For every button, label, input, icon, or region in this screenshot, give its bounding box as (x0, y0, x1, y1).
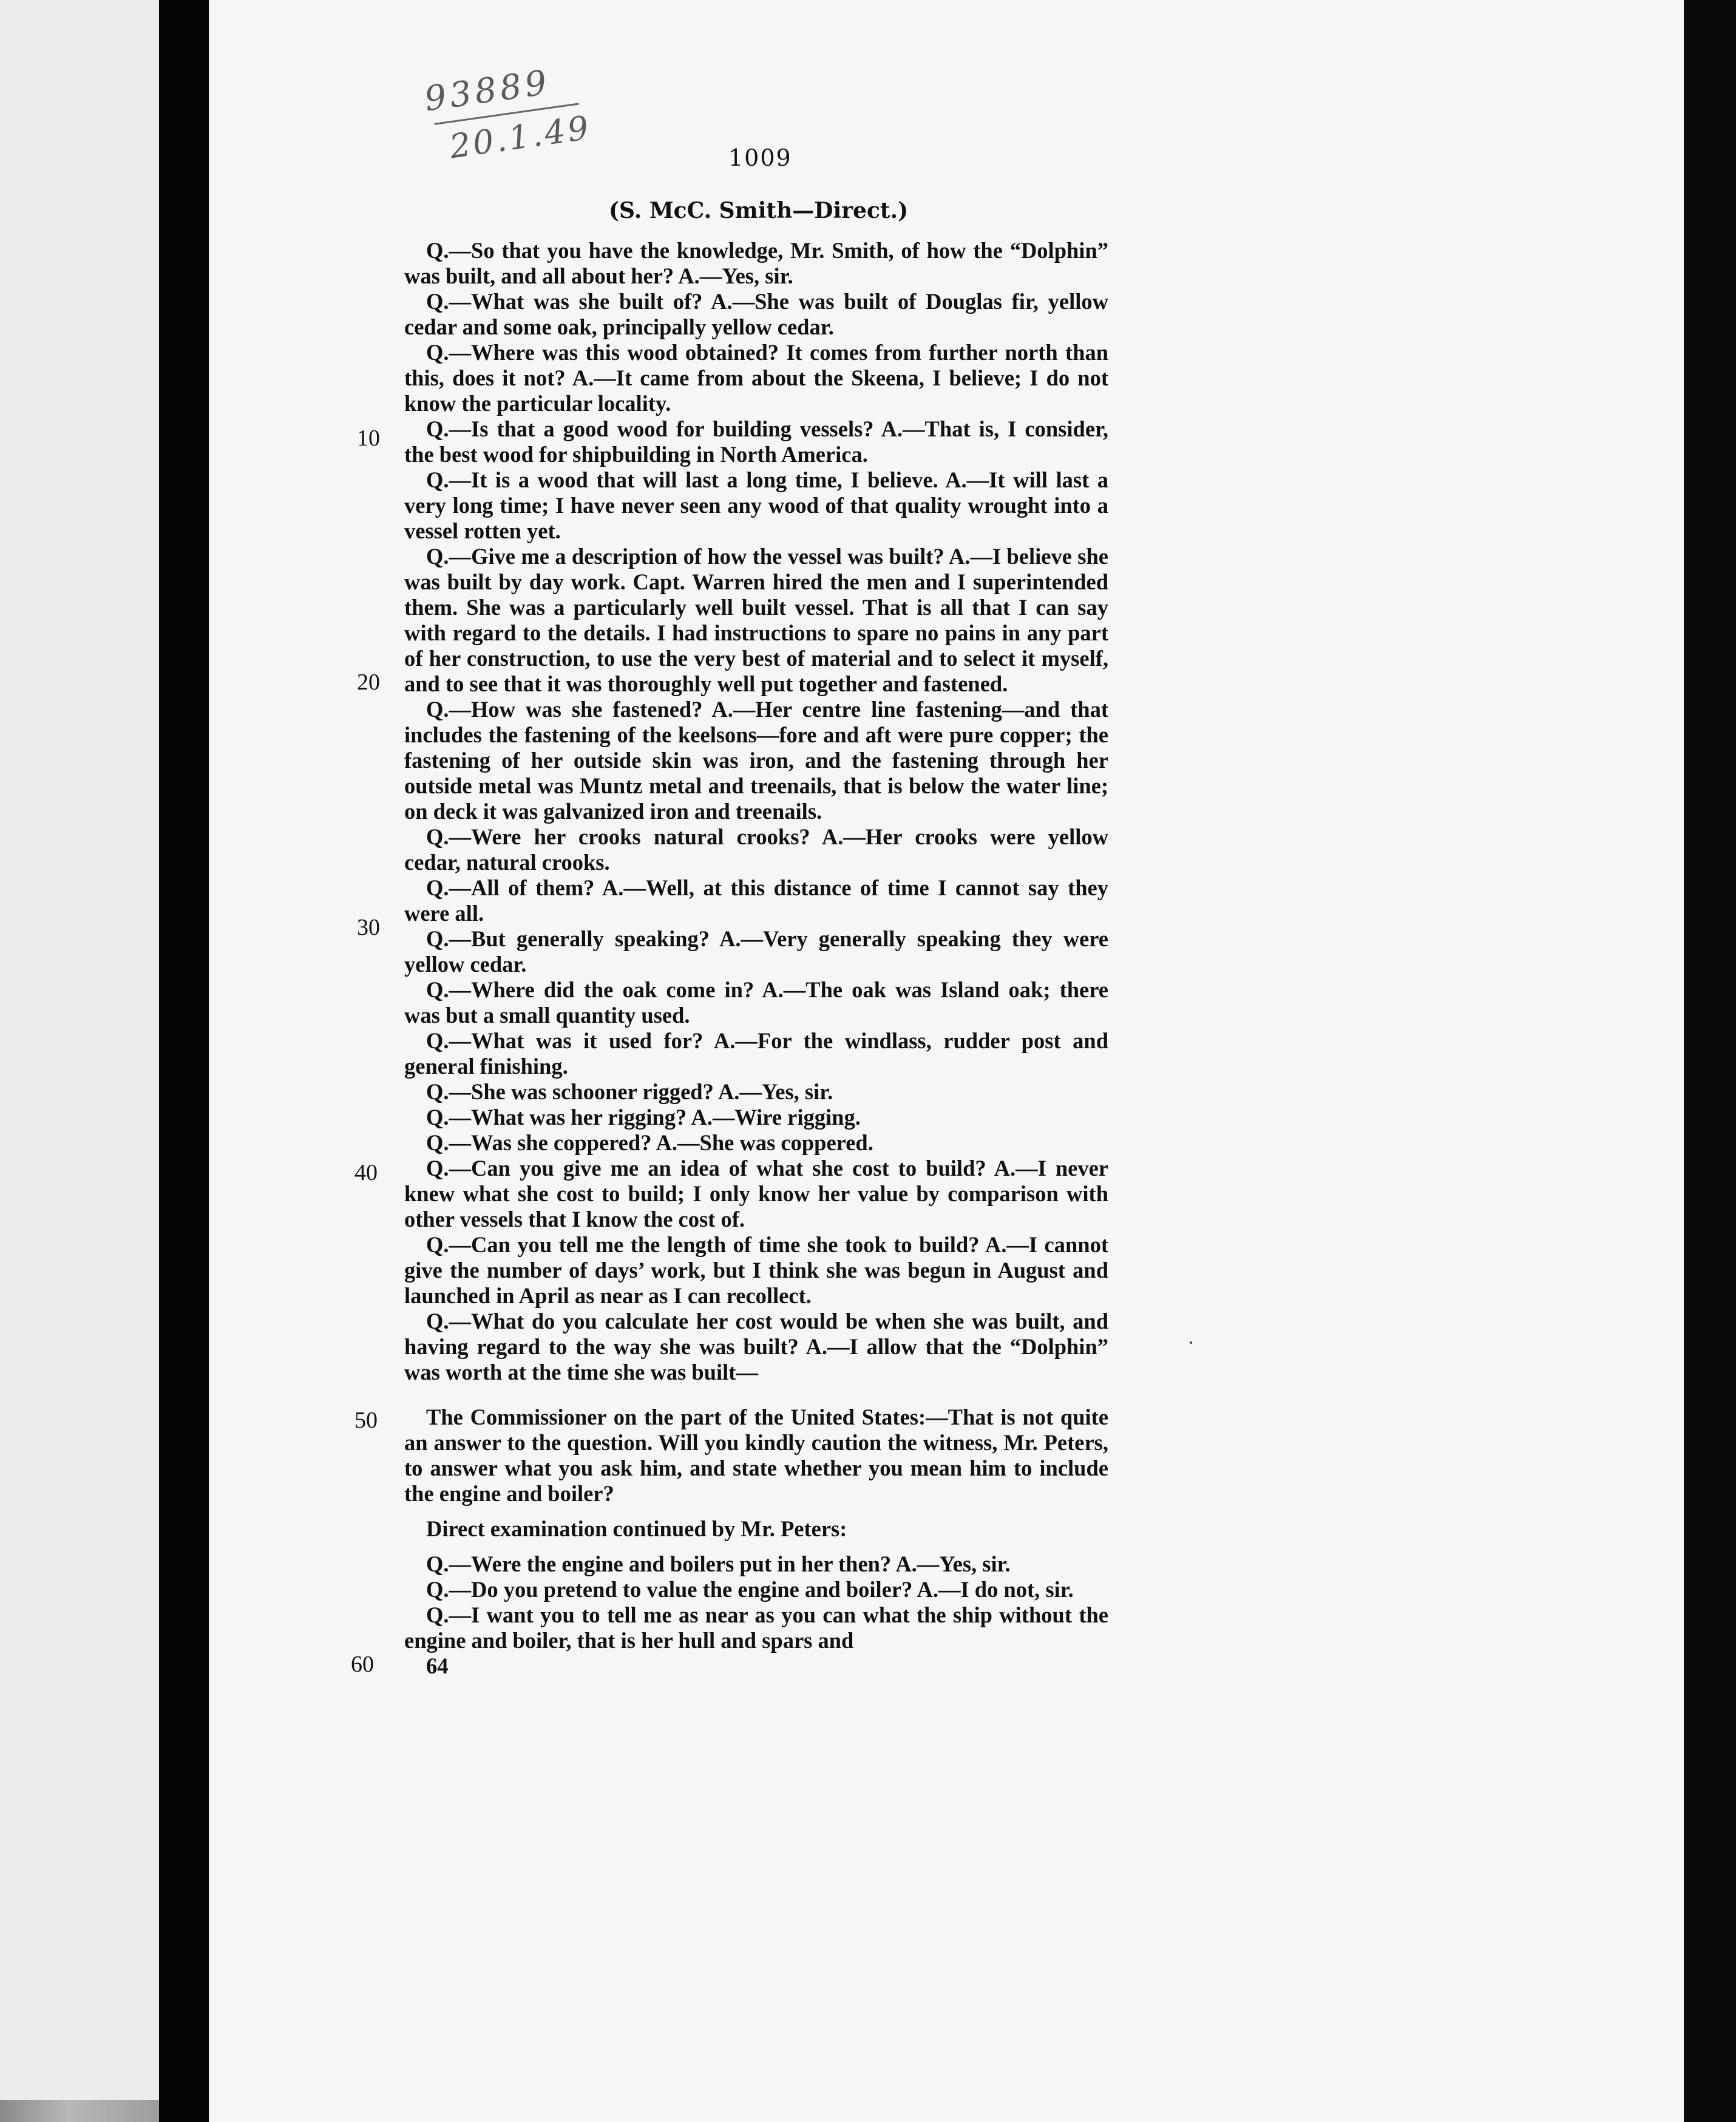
qa-paragraph: Q.—Is that a good wood for building vessels? A.—That is, I consider, the best wood for shipbuilding in North America. (404, 416, 1108, 467)
line-number-30: 30 (357, 915, 380, 940)
commissioner-statement: The Commissioner on the part of the United States:—That is not quite an answer to the question. Will you kindly caution the witness, Mr. Peters, to answer what you ask him, and state whether you mean him to include the engine and boiler? (404, 1405, 1108, 1506)
direct-examination-heading: Direct examination continued by Mr. Peters: (426, 1516, 847, 1541)
handwritten-note (422, 55, 622, 219)
qa-paragraph: Q.—She was schooner rigged? A.—Yes, sir. (426, 1079, 833, 1104)
qa-paragraph: Q.—Were her crooks natural crooks? A.—Her crooks were yellow cedar, natural crooks. (404, 824, 1108, 875)
qa-paragraph: Q.—But generally speaking? A.—Very generally speaking they were yellow cedar. (404, 926, 1108, 977)
book-gutter (159, 0, 209, 2122)
testimony-text (404, 238, 1108, 1679)
handwritten-note-bottom: 20.1.49 (447, 108, 594, 166)
line-number-10: 10 (357, 425, 380, 451)
running-header: (S. McC. Smith—Direct.) (609, 198, 909, 223)
qa-paragraph: Q.—Can you tell me the length of time she took to build? A.—I cannot give the number of days’ work, but I think she was begun in August and launched in April as near as I can recollect. (404, 1232, 1108, 1308)
qa-paragraph: Q.—Can you give me an idea of what she cost to build? A.—I never knew what she cost to build; I only know her value by comparison with other vessels that I know the cost of. (404, 1156, 1108, 1232)
signature-mark: 64 (426, 1653, 449, 1678)
qa-paragraph: Q.—Where was this wood obtained? It comes from further north than this, does it not? A.—It came from about the Skeena, I believe; I do not know the particular locality. (404, 340, 1108, 416)
qa-paragraph: Q.—Do you pretend to value the engine and boiler? A.—I do not, sir. (426, 1577, 1074, 1602)
qa-paragraph: Q.—It is a wood that will last a long time, I believe. A.—It will last a very long time; I have never seen any wood of that quality wrought into a vessel rotten yet. (404, 467, 1108, 543)
qa-paragraph: Q.—I want you to tell me as near as you can what the ship without the engine and boiler, that is her hull and spars and (404, 1602, 1108, 1653)
qa-paragraph: Q.—Was she coppered? A.—She was coppered. (426, 1130, 873, 1155)
qa-paragraph: Q.—What was it used for? A.—For the windlass, rudder post and general finishing. (404, 1028, 1108, 1079)
paper-speck (1190, 1341, 1196, 1347)
facing-page-edge (0, 0, 159, 2100)
line-number-20: 20 (357, 669, 380, 695)
qa-paragraph: Q.—Were the engine and boilers put in her then? A.—Yes, sir. (426, 1551, 1011, 1576)
right-scan-edge (1684, 0, 1736, 2122)
qa-paragraph: Q.—What do you calculate her cost would be when she was built, and having regard to the way she was built? A.—I allow that the “Dolphin” was worth at the time she was built— (404, 1309, 1108, 1385)
qa-paragraph: Q.—What was she built of? A.—She was built of Douglas fir, yellow cedar and some oak, principally yellow cedar. (404, 289, 1108, 339)
qa-paragraph: Q.—All of them? A.—Well, at this distance of time I cannot say they were all. (404, 875, 1108, 926)
qa-paragraph: Q.—What was her rigging? A.—Wire rigging. (426, 1105, 861, 1130)
page-number: 1009 (728, 144, 792, 171)
qa-paragraph: Q.—Where did the oak come in? A.—The oak was Island oak; there was but a small quantity used. (404, 977, 1108, 1028)
line-number-50: 50 (354, 1408, 378, 1433)
qa-paragraph: Q.—So that you have the knowledge, Mr. Smith, of how the “Dolphin” was built, and all about her? A.—Yes, sir. (404, 238, 1108, 288)
qa-paragraph: Q.—How was she fastened? A.—Her centre line fastening—and that includes the fastening of the keelsons—fore and aft were pure copper; the fastening of her outside skin was iron, and the fastening through her outside metal was Muntz metal and treenails, that is below the water line; on deck it was galvanized iron and treenails. (404, 697, 1108, 824)
line-number-60: 60 (351, 1652, 374, 1677)
handwritten-note-top: 93889 (422, 63, 553, 120)
qa-paragraph: Q.—Give me a description of how the vessel was built? A.—I believe she was built by day work. Capt. Warren hired the men and I superintended them. She was a particularly well built vessel. That is all that I can say with regard to the details. I had instructions to spare no pains in any part of her construction, to use the very best of material and to select it myself, and to see that it was thoroughly well put together and fastened. (404, 544, 1108, 696)
line-number-40: 40 (354, 1160, 378, 1185)
